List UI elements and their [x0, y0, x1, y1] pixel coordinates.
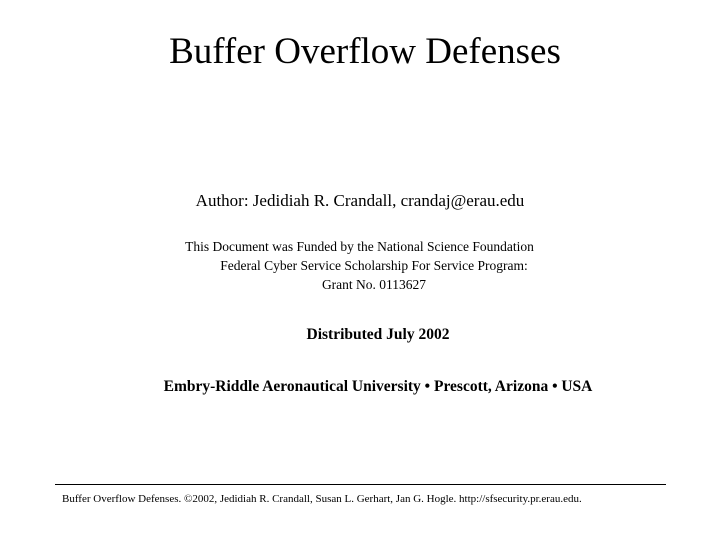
funding-statement	[0, 237, 720, 294]
slide-title: Buffer Overflow Defenses	[169, 31, 561, 72]
university-affiliation: Embry-Riddle Aeronautical University • Prescott, Arizona • USA	[163, 378, 593, 395]
footer-copyright: Buffer Overflow Defenses. ©2002, Jedidiah R. Crandall, Susan L. Gerhart, Jan G. Hogle. http://sfsecurity.pr.erau.edu.	[62, 493, 582, 505]
footer-divider	[55, 484, 666, 485]
distribution-date: Distributed July 2002	[306, 326, 450, 343]
funding-line-1: This Document was Funded by the National Science Foundation	[185, 239, 534, 254]
grant-number: Grant No. 0113627	[321, 277, 427, 292]
author-line: Author: Jedidiah R. Crandall, crandaj@erau.edu	[195, 191, 525, 210]
funding-line-2: Federal Cyber Service Scholarship For Service Program:	[220, 258, 528, 273]
